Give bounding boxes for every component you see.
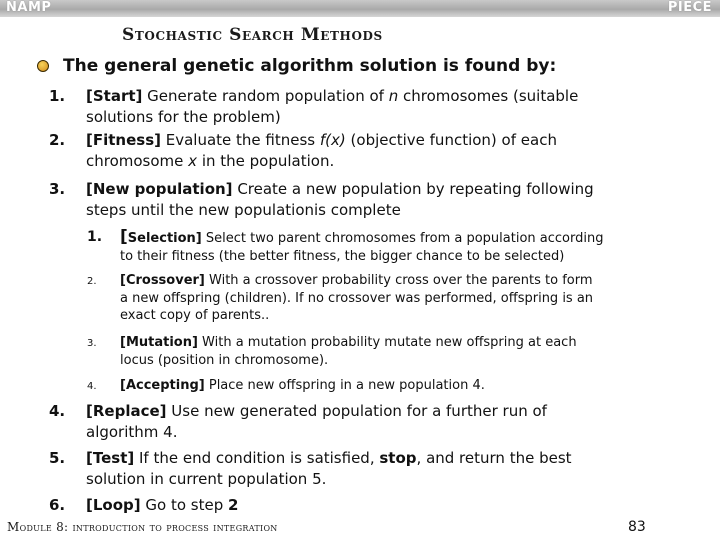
step-text: Create a new population by repeating following (232, 180, 594, 198)
header-bar (0, 0, 720, 17)
footer-module: Module 8: introduction to process integration (7, 520, 278, 534)
substep-tag: [Crossover] (120, 273, 205, 288)
step-number: 6. (49, 496, 66, 514)
substep-tag-bracket: [ (120, 227, 128, 247)
step-text: Evaluate the fitness (160, 131, 320, 149)
step-2 (49, 130, 557, 172)
step-tag: [Loop] (86, 496, 141, 514)
step-text-line2: solution in current population 5. (86, 470, 327, 488)
step-text: Generate random population of (142, 87, 389, 105)
header-right-label: PIECE (667, 0, 712, 15)
substep-text: Place new offspring in a new population 4. (204, 378, 485, 393)
substep-text: With a crossover probability cross over the parents to form (204, 273, 593, 288)
step-6 (49, 495, 239, 516)
page-number: 83 (628, 519, 646, 535)
substep-number: 4. (87, 381, 97, 392)
step-tag: [Fitness] (86, 131, 161, 149)
intro-text: The general genetic algorithm solution is found by: (63, 56, 557, 76)
substep-number: 3. (87, 338, 97, 349)
step-1 (49, 86, 579, 128)
substep-text: Select two parent chromosomes from a population according (201, 231, 604, 246)
step-text-line2: chromosome (86, 152, 189, 170)
step-emphasis: x (188, 152, 198, 170)
step-bold: 2 (228, 496, 239, 514)
step-text: Go to step (140, 496, 229, 514)
step-text: , and return the best (416, 449, 572, 467)
substep-text-line: locus (position in chromosome). (120, 352, 329, 368)
step-text: chromosomes (suitable (398, 87, 579, 105)
step-text: Use new generated population for a further run of (166, 402, 547, 420)
slide-title: Stochastic Search Methods (122, 25, 383, 45)
substep-text: With a mutation probability mutate new offspring at each (197, 335, 577, 350)
step-text-line2: in the population. (197, 152, 335, 170)
substep-number: 2. (87, 276, 97, 287)
step-number: 2. (49, 131, 66, 149)
step-emphasis: f(x) (319, 131, 346, 149)
intro-line (63, 56, 556, 76)
step-tag: [Start] (86, 87, 143, 105)
step-number: 5. (49, 449, 66, 467)
substep-tag: [Mutation] (120, 335, 198, 350)
step-number: 4. (49, 402, 66, 420)
step-text: (objective function) of each (345, 131, 557, 149)
substep-text-line: a new offspring (children). If no crossover was performed, offspring is an (120, 290, 594, 306)
header-left-label: NAMP (6, 0, 52, 15)
substep-1 (87, 227, 604, 265)
substep-4 (87, 377, 485, 395)
step-text: If the end condition is satisfied, (134, 449, 380, 467)
step-bold: stop (379, 449, 417, 467)
substep-tag: Selection] (127, 231, 202, 246)
step-tag: [Replace] (86, 402, 167, 420)
step-tag: [New population] (86, 180, 233, 198)
step-text-line2: solutions for the problem) (86, 108, 281, 126)
step-emphasis: n (388, 87, 399, 105)
substep-3 (87, 334, 577, 369)
step-text-line2: algorithm 4. (86, 423, 178, 441)
step-5 (49, 448, 572, 490)
step-tag: [Test] (86, 449, 135, 467)
step-number: 3. (49, 180, 66, 198)
substep-text-line: to their fitness (the better fitness, the bigger chance to be selected) (120, 248, 565, 264)
substep-2 (87, 272, 594, 325)
step-4 (49, 401, 547, 443)
step-3 (49, 179, 594, 221)
substep-number: 1. (87, 229, 103, 245)
bullet-icon (37, 60, 49, 72)
step-number: 1. (49, 87, 66, 105)
substep-text-line: exact copy of parents.. (120, 308, 270, 323)
step-text-line2: steps until the new populationis complete (86, 201, 401, 219)
substep-tag: [Accepting] (120, 378, 205, 393)
